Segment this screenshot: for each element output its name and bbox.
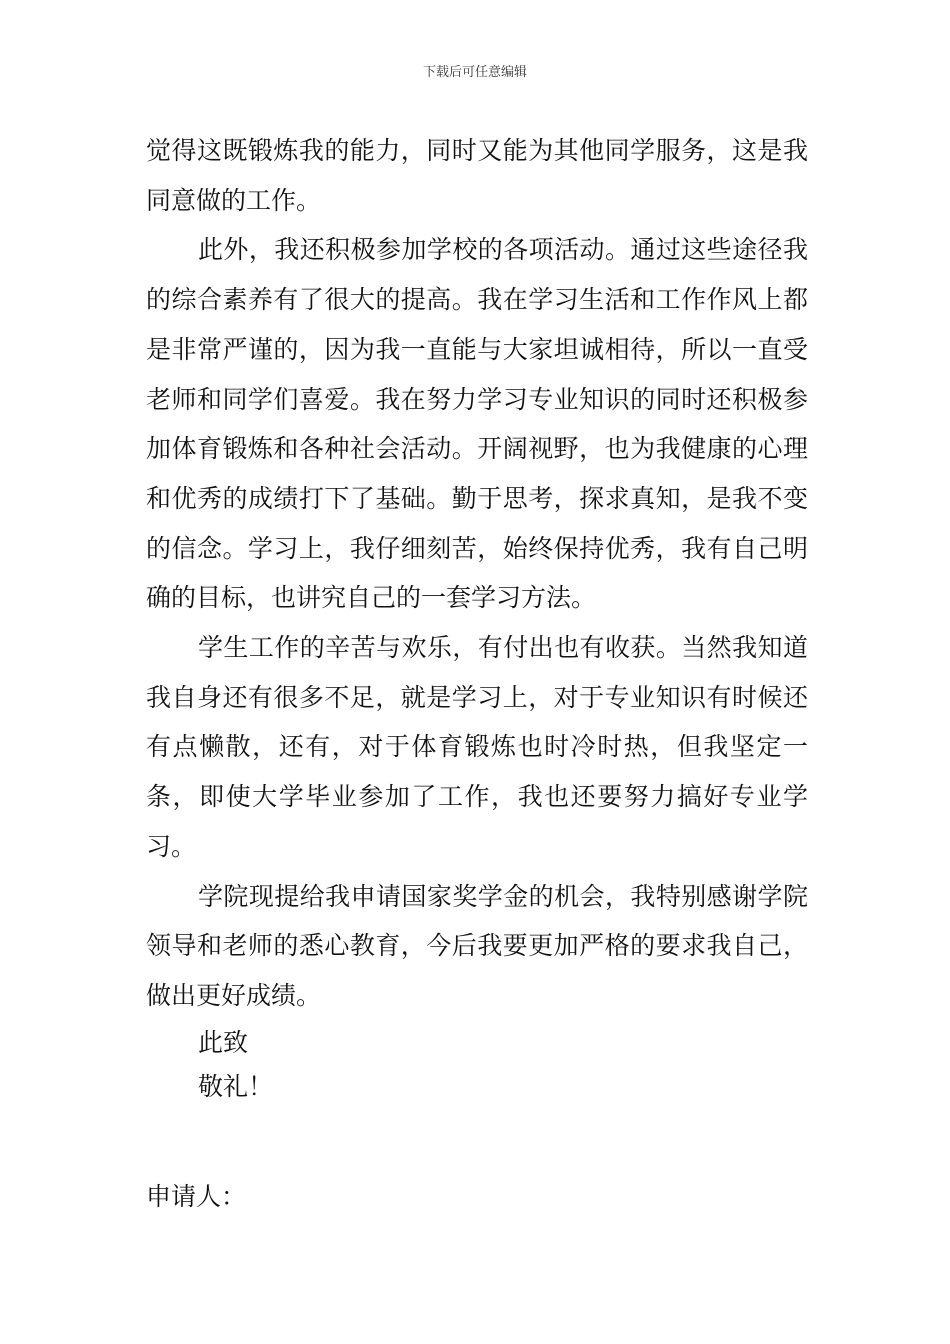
paragraph-continuation: 觉得这既锻炼我的能力，同时又能为其他同学服务，这是我同意做的工作。 [146, 136, 808, 215]
signature-label: 申请人： [146, 1182, 247, 1211]
paragraph-gratitude: 学院现提给我申请国家奖学金的机会，我特别感谢学院领导和老师的悉心教育，今后我要更加严格的要求我自己，做出更好成绩。 [146, 881, 808, 1010]
closing-ci-zhi: 此致 [198, 1027, 249, 1057]
closing-block [146, 1021, 808, 1109]
paragraph-activities: 此外，我还积极参加学校的各项活动。通过这些途径我的综合素养有了很大的提高。我在学习生活和工作作风上都是非常严谨的，因为我一直能与大家坦诚相待，所以一直受老师和同学们喜爱。我在努力学习专业知识的同时还积极参加体育锻炼和各种社会活动。开阔视野，也为我健康的心理和优秀的成绩打下了基础。勤于思考，探求真知，是我不变的信念。学习上，我仔细刻苦，始终保持优秀，我有自己明确的目标，也讲究自己的一套学习方法。 [146, 235, 808, 613]
paragraph-student-work: 学生工作的辛苦与欢乐，有付出也有收获。当然我知道我自身还有很多不足，就是学习上，对于专业知识有时候还有点懒散，还有，对于体育锻炼也时冷时热，但我坚定一条，即使大学毕业参加了工作，我也还要努力搞好专业学习。 [146, 633, 808, 861]
closing-jing-li: 敬礼！ [198, 1071, 274, 1101]
letter-body [146, 126, 808, 1109]
page-header-note: 下载后可任意编辑 [422, 65, 527, 80]
